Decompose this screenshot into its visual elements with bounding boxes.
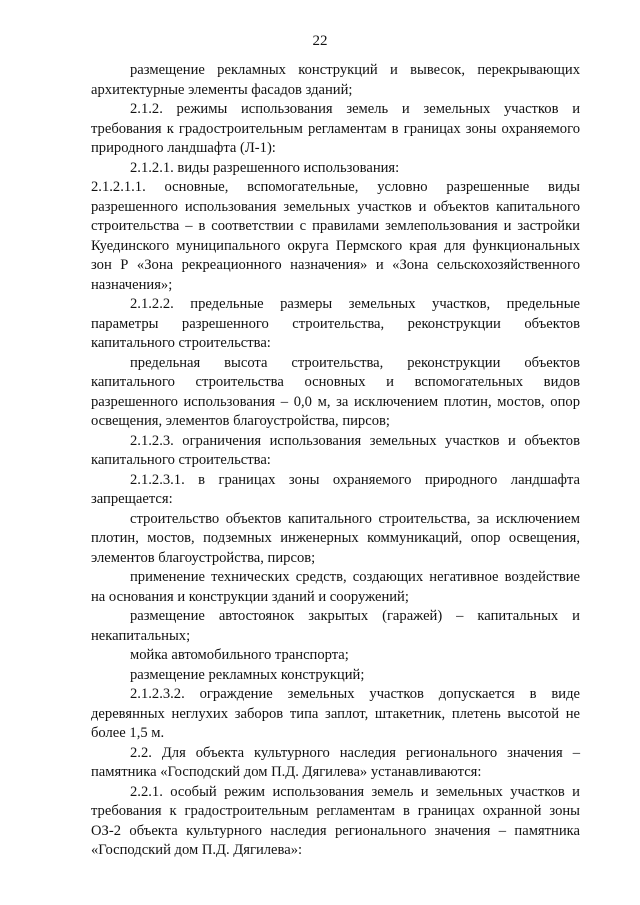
paragraph: 2.1.2.3.2. ограждение земельных участков допускается в виде деревянных неглухих заборов типа заплот, штакетник, плетень высотой не более 1,5 м.: [91, 686, 580, 741]
paragraph: 2.1.2.1. виды разрешенного использования:: [130, 159, 400, 176]
page-number: 22: [312, 33, 328, 49]
paragraph: 2.2.1. особый режим использования земель и земельных участков и требования к градостроительным регламентам в границах охранной зоны ОЗ-2 объекта культурного наследия регионального значения – памятника «Господский дом П.Д. Дягилева»:: [91, 783, 580, 858]
paragraph: применение технических средств, создающих негативное воздействие на основания и конструкции зданий и сооружений;: [91, 569, 580, 605]
paragraph: мойка автомобильного транспорта;: [130, 647, 349, 663]
paragraph: 2.1.2.2. предельные размеры земельных участков, предельные параметры разрешенного строительства, реконструкции объектов капитального строительства:: [91, 296, 580, 351]
paragraph: 2.2. Для объекта культурного наследия регионального значения – памятника «Господский дом П.Д. Дягилева» устанавливаются:: [91, 744, 580, 780]
paragraph: 2.1.2.1.1. основные, вспомогательные, условно разрешенные виды разрешенного использования земельных участков и объектов капитального строительства – в соответствии с правилами землепользования и застройки Куединского муниципального округа Пермского края для функциональных зон Р «Зона рекреационного назначения» и «Зона сельскохозяйственного назначения»;: [91, 179, 580, 293]
paragraph: размещение рекламных конструкций;: [130, 666, 365, 683]
paragraph: размещение автостоянок закрытых (гаражей) – капитальных и некапитальных;: [91, 608, 580, 644]
paragraph: 2.1.2. режимы использования земель и земельных участков и требования к градостроительным регламентам в границах зоны охраняемого природного ландшафта (Л-1):: [91, 101, 580, 156]
document-body: [91, 61, 580, 861]
paragraph: размещение рекламных конструкций и вывесок, перекрывающих архитектурные элементы фасадов зданий;: [91, 62, 580, 98]
paragraph: строительство объектов капитального строительства, за исключением плотин, мостов, подземных инженерных коммуникаций, опор освещения, элементов благоустройства, пирсов;: [91, 510, 580, 566]
paragraph: 2.1.2.3.1. в границах зоны охраняемого природного ландшафта запрещается:: [91, 471, 580, 507]
paragraph: предельная высота строительства, реконструкции объектов капитального строительства основных и вспомогательных видов разрешенного использования – 0,0 м, за исключением плотин, мостов, опор освещения, элементов благоустройства, пирсов;: [91, 354, 580, 429]
paragraph: 2.1.2.3. ограничения использования земельных участков и объектов капитального строительства:: [91, 432, 580, 468]
